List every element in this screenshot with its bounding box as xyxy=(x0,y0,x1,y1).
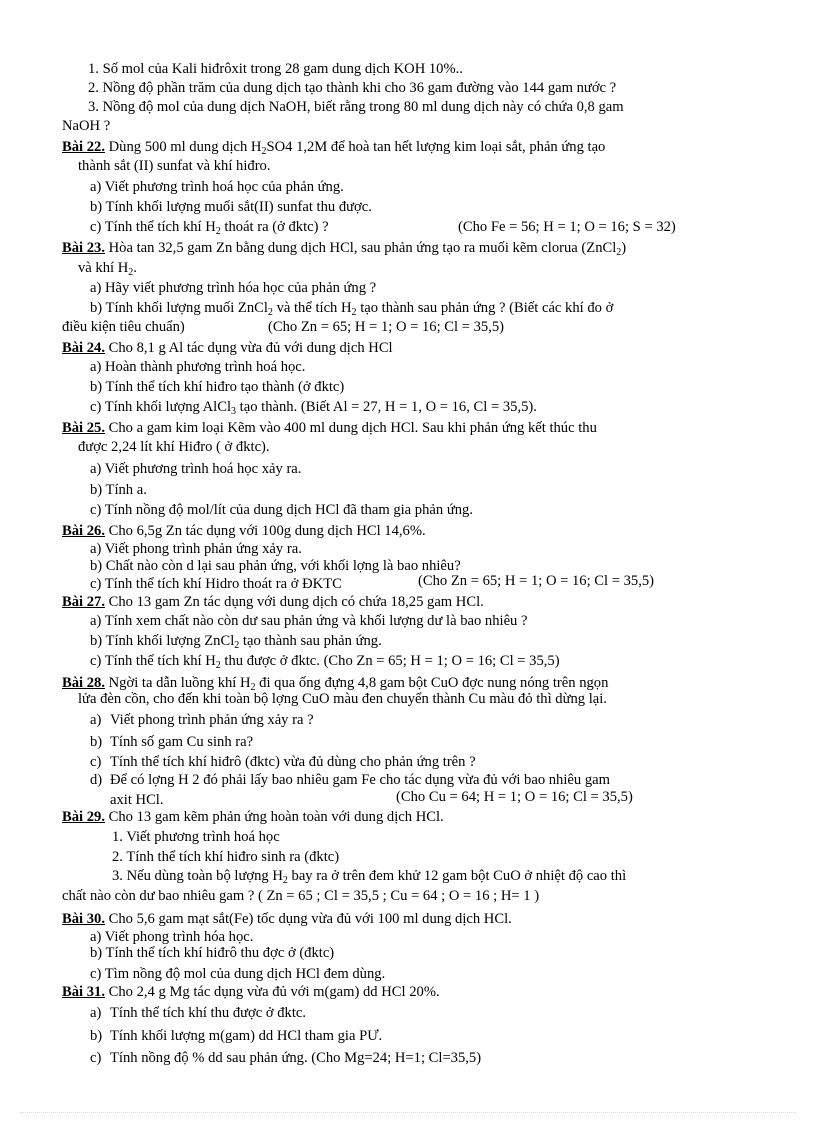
problem-30-part-b: b) Tính thể tích khí hiđrô thu đợc ở (đktc) xyxy=(90,945,335,961)
problem-29-item-3-cont: chất nào còn dư bao nhiêu gam ? ( Zn = 65 ; Cl = 35,5 ; Cu = 64 ; O = 16 ; H= 1 ) xyxy=(62,888,540,904)
problem-31-part-b: b) Tính khối lượng m(gam) dd HCl tham gia PƯ. xyxy=(90,1028,383,1044)
problem-25-part-a: a) Viết phương trình hoá học xảy ra. xyxy=(90,461,302,477)
problem-23-line-2: và khí $H_2$. xyxy=(78,260,137,278)
problem-28-part-d: d) Để có lợng H 2 đó phải lấy bao nhiêu gam Fe cho tác dụng vừa đủ với bao nhiêu gam xyxy=(90,772,610,788)
problem-26-title: Bài 26. xyxy=(62,523,105,539)
problem-22-given: (Cho Fe = 56; H = 1; O = 16; S = 32) xyxy=(458,219,676,235)
problem-29-item-1: 1. Viết phương trình hoá học xyxy=(112,829,280,845)
problem-28-line-2: lửa đèn cồn, cho đến khi toàn bộ lợng CuO màu đen chuyển thành Cu màu đỏ thì dừng lại. xyxy=(78,691,607,707)
problem-27-part-c: c) Tính thể tích khí $H_2$ thu được ở đktc. (Cho Zn = 65; H = 1; O = 16; Cl = 35,5) xyxy=(90,653,560,671)
problem-26-given: (Cho Zn = 65; H = 1; O = 16; Cl = 35,5) xyxy=(418,573,655,589)
problem-26-part-c: c) Tính thể tích khí Hidro thoát ra ở ĐKTC xyxy=(90,576,342,592)
problem-27-title: Bài 27. xyxy=(62,594,105,610)
intro-item-3: 3. Nồng độ mol của dung dịch NaOH, biết rằng trong 80 ml dung dịch này có chứa 0,8 gam xyxy=(88,99,624,115)
page-bottom-edge xyxy=(20,1112,796,1113)
problem-25-title: Bài 25. xyxy=(62,420,105,436)
intro-item-1: 1. Số mol của Kali hiđrôxit trong 28 gam dung dịch KOH 10%.. xyxy=(88,61,463,77)
problem-26-part-b: b) Chất nào còn d lại sau phản ứng, với khối lợng là bao nhiêu? xyxy=(90,558,461,574)
problem-25-line-2: được 2,24 lít khí Hiđro ( ở đktc). xyxy=(78,439,270,455)
problem-29-item-2: 2. Tính thể tích khí hiđro sinh ra (đktc) xyxy=(112,849,340,865)
problem-24-part-b: b) Tính thể tích khí hiđro tạo thành (ở đktc) xyxy=(90,379,345,395)
problem-23-title: Bài 23. xyxy=(62,240,105,256)
problem-22-title: Bài 22. xyxy=(62,139,105,155)
problem-27-part-a: a) Tính xem chất nào còn dư sau phản ứng và khối lượng dư là bao nhiêu ? xyxy=(90,613,528,629)
problem-28-part-b: b) Tính số gam Cu sinh ra? xyxy=(90,734,254,750)
problem-31-line-1: Bài 31. Cho 2,4 g Mg tác dụng vừa đủ với m(gam) dd HCl 20%. xyxy=(62,984,440,1000)
problem-23-part-b-cont: điều kiện tiêu chuẩn) xyxy=(62,319,185,335)
problem-28-part-c: c) Tính thể tích khí hiđrô (đktc) vừa đủ dùng cho phản ứng trên ? xyxy=(90,754,476,770)
problem-24-title: Bài 24. xyxy=(62,340,105,356)
problem-27-part-b: b) Tính khối lượng ZnCl$_2$ tạo thành sau phản ứng. xyxy=(90,633,382,651)
problem-29-title: Bài 29. xyxy=(62,809,105,825)
problem-24-line-1: Bài 24. Cho 8,1 g Al tác dụng vừa đủ với dung dịch HCl xyxy=(62,340,393,356)
problem-24-part-c: c) Tính khối lượng AlCl$_3$ tạo thành. (Biết Al = 27, H = 1, O = 16, Cl = 35,5). xyxy=(90,399,537,417)
intro-item-2: 2. Nồng độ phần trăm của dung dịch tạo thành khi cho 36 gam đường vào 144 gam nước ? xyxy=(88,80,617,96)
problem-31-title: Bài 31. xyxy=(62,984,105,1000)
problem-22-part-b: b) Tính khối lượng muối sắt(II) sunfat thu được. xyxy=(90,199,372,215)
problem-28-given: (Cho Cu = 64; H = 1; O = 16; Cl = 35,5) xyxy=(396,789,633,805)
problem-25-part-b: b) Tính a. xyxy=(90,482,147,498)
problem-30-part-a: a) Viết phong trình hóa học. xyxy=(90,929,254,945)
problem-24-part-a: a) Hoàn thành phương trình hoá học. xyxy=(90,359,306,375)
problem-31-part-c: c) Tính nồng độ % dd sau phản ứng. (Cho Mg=24; H=1; Cl=35,5) xyxy=(90,1050,482,1066)
problem-28-part-a: a) Viết phong trình phản ứng xảy ra ? xyxy=(90,712,314,728)
problem-25-part-c: c) Tính nồng độ mol/lít của dung dịch HCl đã tham gia phản ứng. xyxy=(90,502,473,518)
problem-28-line-1: Bài 28. Ngời ta dẫn luồng khí $H_2$ đi qua ống đựng 4,8 gam bột CuO đợc nung nóng trên ngọn xyxy=(62,675,609,693)
problem-22-part-a: a) Viết phương trình hoá học của phản ứng. xyxy=(90,179,344,195)
problem-25-line-1: Bài 25. Cho a gam kim loại Kẽm vào 400 ml dung dịch HCl. Sau khi phản ứng kết thúc thu xyxy=(62,420,597,436)
problem-22-line-1: Bài 22. Dùng 500 ml dung dịch $H_2SO4$ 1,2M để hoà tan hết lượng kim loại sắt, phản ứng tạo xyxy=(62,139,606,157)
problem-27-line-1: Bài 27. Cho 13 gam Zn tác dụng với dung dịch có chứa 18,25 gam HCl. xyxy=(62,594,484,610)
problem-23-line-1: Bài 23. Hòa tan 32,5 gam Zn bằng dung dịch HCl, sau phản ứng tạo ra muối kẽm clorua (ZnCl$_2$) xyxy=(62,240,627,258)
problem-29-item-3: 3. Nếu dùng toàn bộ lượng $H_2$ bay ra ở trên đem khử 12 gam bột CuO ở nhiệt độ cao thì xyxy=(112,868,627,886)
problem-26-part-a: a) Viết phong trình phản ứng xảy ra. xyxy=(90,541,302,557)
intro-item-3-cont: NaOH ? xyxy=(62,118,111,134)
problem-28-title: Bài 28. xyxy=(62,675,105,691)
problem-30-title: Bài 30. xyxy=(62,911,105,927)
problem-23-part-a: a) Hãy viết phương trình hóa học của phản ứng ? xyxy=(90,280,377,296)
problem-22-part-c: c) Tính thể tích khí $H_2$ thoát ra (ở đktc) ? xyxy=(90,219,329,237)
problem-22-line-2: thành sắt (II) sunfat và khí hiđro. xyxy=(78,158,271,174)
problem-28-part-d-cont: axit HCl. xyxy=(110,792,164,808)
problem-23-part-b: b) Tính khối lượng muối ZnCl$_2$ và thể tích $H_2$ tạo thành sau phản ứng ? (Biết các khí đo ở xyxy=(90,300,614,318)
problem-26-line-1: Bài 26. Cho 6,5g Zn tác dụng với 100g dung dịch HCl 14,6%. xyxy=(62,523,426,539)
problem-30-part-c: c) Tìm nồng độ mol của dung dịch HCl đem dùng. xyxy=(90,966,386,982)
problem-31-part-a: a) Tính thể tích khí thu được ở đktc. xyxy=(90,1005,307,1021)
problem-29-line-1: Bài 29. Cho 13 gam kẽm phản ứng hoàn toàn với dung dịch HCl. xyxy=(62,809,444,825)
problem-23-given: (Cho Zn = 65; H = 1; O = 16; Cl = 35,5) xyxy=(268,319,505,335)
problem-30-line-1: Bài 30. Cho 5,6 gam mạt sắt(Fe) tốc dụng vừa đủ với 100 ml dung dịch HCl. xyxy=(62,911,512,927)
